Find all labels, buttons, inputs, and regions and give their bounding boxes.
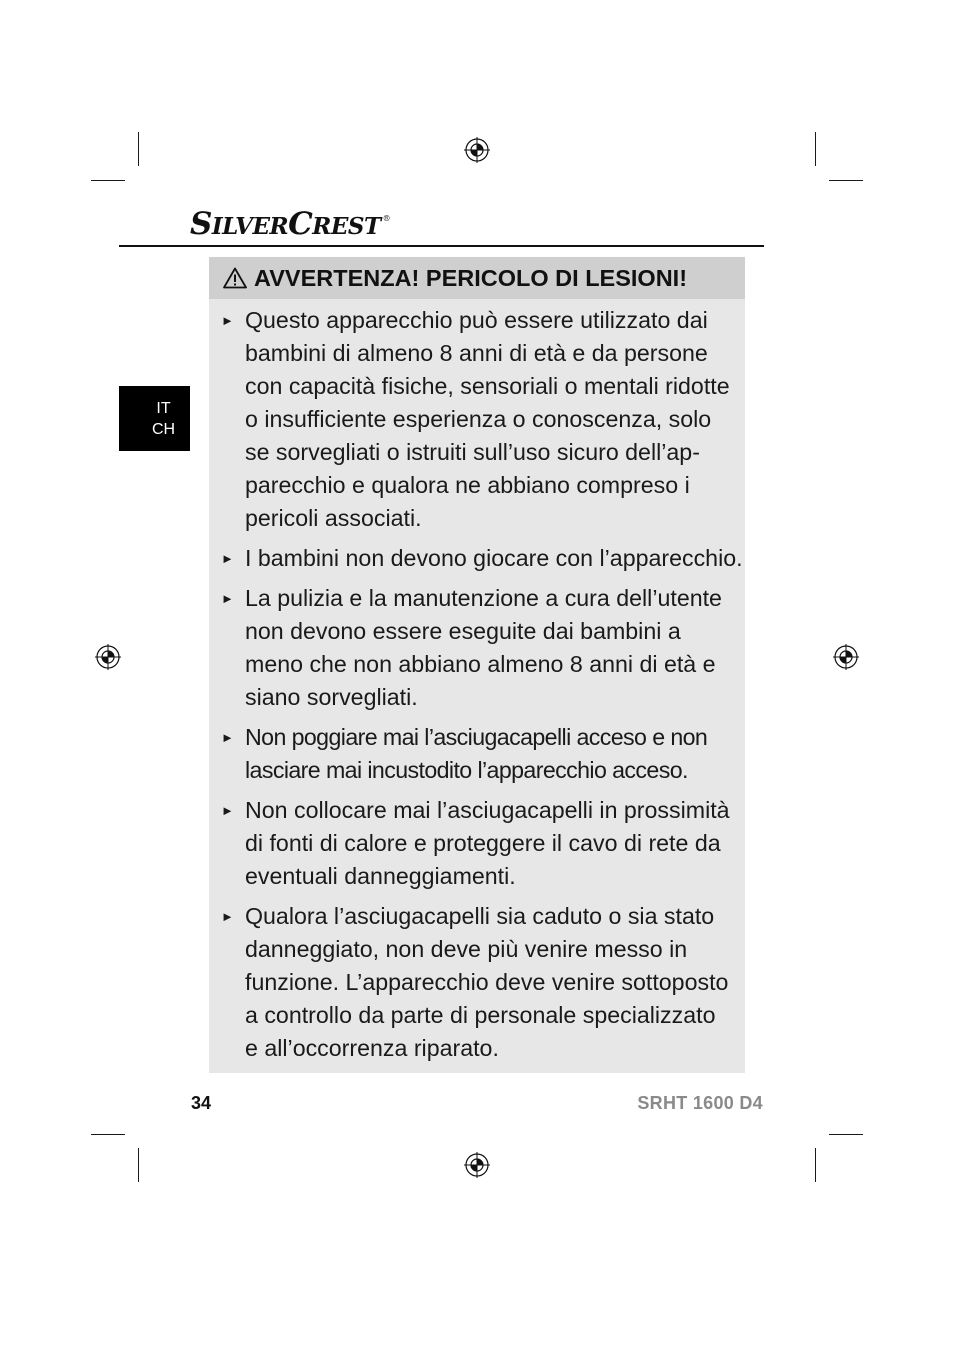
crop-mark — [91, 1134, 125, 1135]
registration-mark-icon — [833, 644, 859, 670]
list-item-line: Questo apparecchio può essere utilizzato dai — [245, 307, 708, 333]
brand-logo: SILVERCREST ® — [190, 206, 391, 242]
list-item — [219, 900, 739, 1065]
header-rule — [119, 245, 764, 247]
list-item-line: bambini di almeno 8 anni di età e da persone — [245, 340, 708, 366]
warning-box — [209, 257, 745, 1073]
language-code: IT — [156, 400, 171, 417]
list-item-line: La pulizia e la manutenzione a cura dell’utente — [245, 585, 722, 611]
warning-heading-text: AVVERTENZA! PERICOLO DI LESIONI! — [254, 264, 688, 291]
list-item — [219, 304, 739, 535]
list-item-line: con capacità fisiche, sensoriali o mentali ridotte — [245, 373, 730, 399]
country-code: CH — [151, 421, 176, 438]
arrow-right-icon: ► — [221, 803, 234, 818]
list-item-line: parecchio e qualora ne abbiano compreso i — [245, 472, 690, 498]
list-item — [219, 542, 743, 575]
list-item-line: Non poggiare mai l’asciugacapelli acceso e non — [245, 724, 708, 750]
arrow-right-icon: ► — [221, 730, 234, 745]
list-item-line: Qualora l’asciugacapelli sia caduto o sia stato — [245, 903, 715, 929]
arrow-right-icon: ► — [221, 909, 234, 924]
list-item — [219, 582, 739, 714]
warning-list — [219, 304, 743, 1072]
list-item-line: non devono essere eseguite dai bambini a — [245, 618, 681, 644]
list-item — [219, 794, 739, 893]
crop-mark — [829, 1134, 863, 1135]
crop-mark — [91, 180, 125, 181]
list-item-line: meno che non abbiano almeno 8 anni di età e — [245, 651, 716, 677]
list-item-line: funzione. L’apparecchio deve venire sottoposto — [245, 969, 729, 995]
list-item-line: Non collocare mai l’asciugacapelli in prossimità — [245, 797, 730, 823]
page-number: 34 — [191, 1093, 212, 1113]
crop-mark — [829, 180, 863, 181]
warning-heading — [209, 257, 745, 299]
list-item-line: siano sorvegliati. — [245, 684, 418, 710]
list-item-line: danneggiato, non deve più venire messo in — [245, 936, 688, 962]
list-item-line: lasciare mai incustodito l’apparecchio acceso. — [245, 757, 688, 783]
list-item-line: eventuali danneggiamenti. — [245, 863, 516, 889]
crop-mark — [815, 1148, 816, 1182]
list-item-line: I bambini non devono giocare con l’apparecchio. — [245, 545, 743, 571]
registration-mark-icon — [95, 644, 121, 670]
arrow-right-icon: ► — [221, 551, 234, 566]
crop-mark — [138, 132, 139, 166]
arrow-right-icon: ► — [221, 313, 234, 328]
registration-mark-icon — [464, 137, 490, 163]
list-item-line: e all’occorrenza riparato. — [245, 1035, 499, 1061]
warning-triangle-icon — [223, 267, 247, 289]
language-tab — [119, 386, 190, 451]
crop-mark — [815, 132, 816, 166]
list-item-line: a controllo da parte di personale specializzato — [245, 1002, 716, 1028]
list-item-line: pericoli associati. — [245, 505, 422, 531]
arrow-right-icon: ► — [221, 591, 234, 606]
model-number: SRHT 1600 D4 — [637, 1093, 763, 1113]
list-item-line: se sorvegliati o istruiti sull’uso sicuro dell’ap- — [245, 439, 700, 465]
crop-mark — [138, 1148, 139, 1182]
registration-mark-icon — [464, 1152, 490, 1178]
list-item-line: di fonti di calore e proteggere il cavo di rete da — [245, 830, 721, 856]
list-item — [219, 721, 739, 787]
list-item-line: o insufficiente esperienza o conoscenza, solo — [245, 406, 712, 432]
